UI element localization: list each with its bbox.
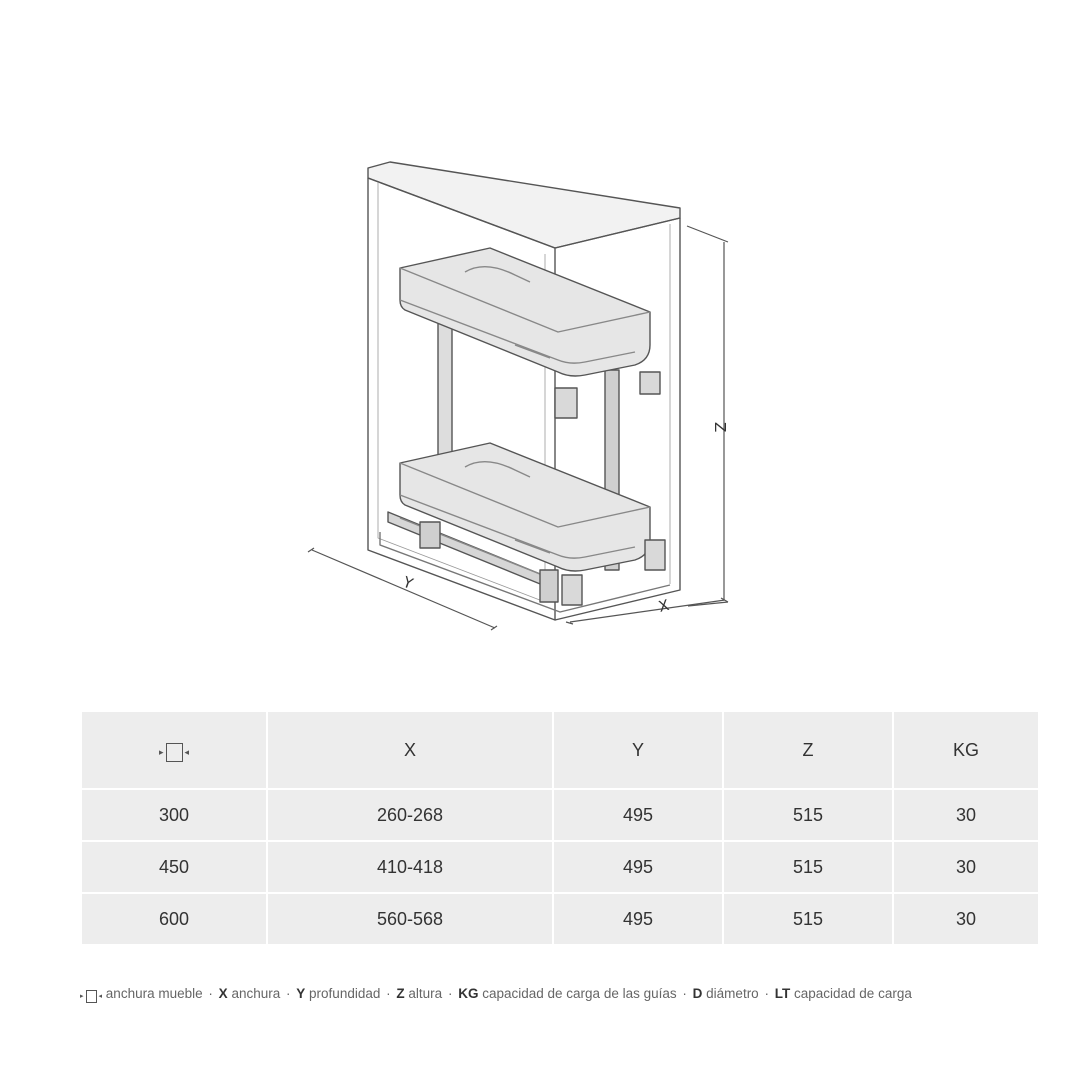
pullout-basket-illustration: [300, 160, 740, 640]
legend-text: capacidad de carga: [794, 986, 912, 1001]
cell-cabinet-width: 300: [81, 789, 267, 841]
dimensions-table: [80, 710, 1040, 946]
legend-separator: ·: [447, 986, 453, 1001]
table-row: [81, 893, 1039, 945]
legend-separator: ·: [682, 986, 687, 1001]
legend-text: diámetro: [706, 986, 759, 1001]
cell-y: 495: [553, 789, 723, 841]
legend-term: KG: [458, 986, 479, 1001]
cell-y: 495: [553, 841, 723, 893]
dim-label-z: Z: [711, 422, 729, 433]
cell-cabinet-width: 450: [81, 841, 267, 893]
header-cabinet-width: [81, 711, 267, 789]
cell-x: 260-268: [267, 789, 553, 841]
legend-term: Z: [396, 986, 405, 1001]
table-row: [81, 789, 1039, 841]
cell-z: 515: [723, 893, 893, 945]
header-kg: KG: [893, 711, 1039, 789]
table-row: [81, 841, 1039, 893]
dim-label-x: X: [656, 595, 671, 616]
cell-x: 410-418: [267, 841, 553, 893]
cell-kg: 30: [893, 841, 1039, 893]
cell-y: 495: [553, 893, 723, 945]
cell-cabinet-width: 600: [81, 893, 267, 945]
legend-text: capacidad de carga de las guías: [482, 986, 677, 1001]
cell-x: 560-568: [267, 893, 553, 945]
table-header-row: [81, 711, 1039, 789]
cell-kg: 30: [893, 893, 1039, 945]
dim-label-y: Y: [400, 572, 416, 593]
legend: [80, 986, 1060, 1003]
legend-separator: ·: [286, 986, 291, 1001]
product-technical-drawing: [300, 160, 740, 640]
legend-text: profundidad: [309, 986, 381, 1001]
legend-separator: ·: [208, 986, 213, 1001]
cell-kg: 30: [893, 789, 1039, 841]
cabinet-width-icon: ▸ ◂: [159, 743, 189, 762]
header-y: Y: [553, 711, 723, 789]
legend-term: D: [692, 986, 703, 1001]
legend-separator: ·: [386, 986, 391, 1001]
legend-text: altura: [408, 986, 443, 1001]
legend-text: anchura mueble: [105, 986, 203, 1001]
header-x: X: [267, 711, 553, 789]
legend-term: X: [218, 986, 228, 1001]
legend-separator: ·: [764, 986, 769, 1001]
legend-term: Y: [296, 986, 306, 1001]
cell-z: 515: [723, 789, 893, 841]
legend-text: anchura: [231, 986, 281, 1001]
cabinet-width-icon: ▸ ◂: [80, 990, 102, 1003]
legend-term: LT: [774, 986, 791, 1001]
header-z: Z: [723, 711, 893, 789]
cell-z: 515: [723, 841, 893, 893]
